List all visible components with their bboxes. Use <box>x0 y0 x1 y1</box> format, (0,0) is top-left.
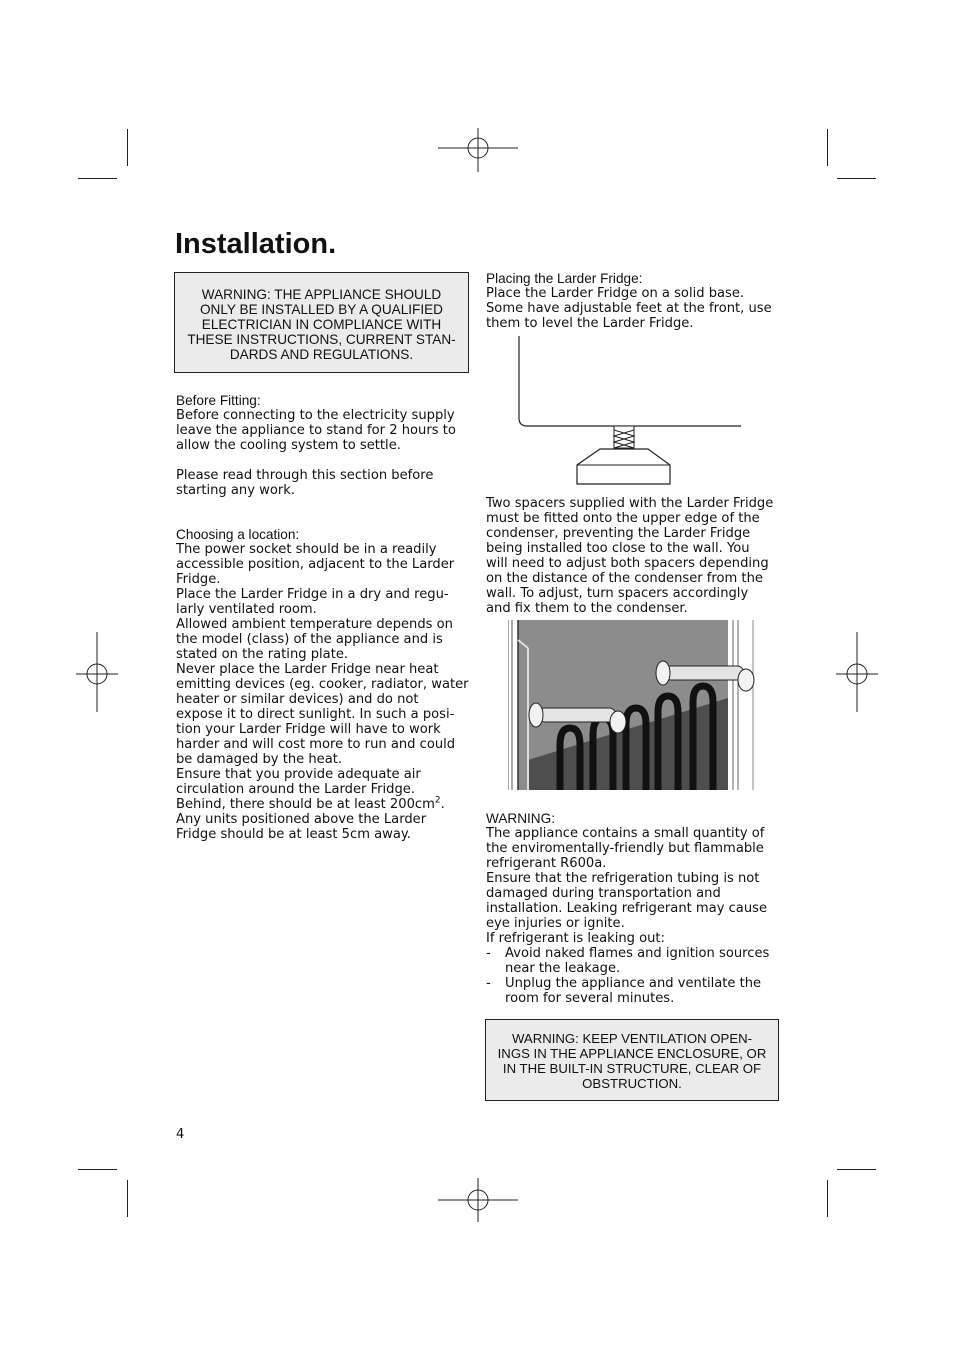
text-line: Fridge. <box>176 572 221 587</box>
behind-end: . <box>440 797 445 812</box>
behind-text: Behind, there should be at least 200cm <box>176 797 435 812</box>
warning-line: IN THE BUILT-IN STRUCTURE, CLEAR OF <box>502 1061 762 1076</box>
crop-mark <box>837 178 876 179</box>
text-line: Place the Larder Fridge on a solid base. <box>486 286 745 301</box>
spacers-section <box>486 496 786 616</box>
text-line: be damaged by the heat. <box>176 752 343 767</box>
bullet-dash: - <box>486 946 491 961</box>
text-line: accessible position, adjacent to the Larder <box>176 557 455 572</box>
text-line: Place the Larder Fridge in a dry and regu- <box>176 587 449 602</box>
crop-mark <box>127 129 128 166</box>
crop-mark <box>78 178 117 179</box>
text-line: The appliance contains a small quantity of <box>486 826 765 841</box>
text-line: tion your Larder Fridge will have to work <box>176 722 441 737</box>
page-number: 4 <box>176 1127 185 1142</box>
text-line: damaged during transportation and <box>486 886 721 901</box>
condenser-spacer-illustration <box>508 620 758 790</box>
text-line <box>176 797 471 812</box>
adjustable-foot-illustration <box>510 336 745 486</box>
text-line: the model (class) of the appliance and is <box>176 632 443 647</box>
text-line: heater or similar devices) and do not <box>176 692 419 707</box>
warning-line: WARNING: KEEP VENTILATION OPEN- <box>511 1031 753 1046</box>
text-line: being installed too close to the wall. You <box>486 541 750 556</box>
warning-heading: WARNING: <box>486 811 555 826</box>
text-line: Ensure that the refrigeration tubing is not <box>486 871 760 886</box>
bullet-item <box>486 946 786 976</box>
text-line: harder and will cost more to run and could <box>176 737 456 752</box>
text-line: room for several minutes. <box>505 991 675 1006</box>
registration-mark-left <box>76 632 118 712</box>
refrigerant-warning-section <box>486 811 786 1006</box>
warning-line: WARNING: THE APPLIANCE SHOULD <box>201 287 442 302</box>
text-line: leave the appliance to stand for 2 hours to <box>176 423 456 438</box>
crop-mark <box>837 1169 876 1170</box>
text-line: circulation around the Larder Fridge. <box>176 782 416 797</box>
text-line: The power socket should be in a readily <box>176 542 437 557</box>
registration-mark-top <box>438 128 518 172</box>
warning-line: INGS IN THE APPLIANCE ENCLOSURE, OR <box>497 1046 767 1061</box>
text-line: larly ventilated room. <box>176 602 317 617</box>
text-line: near the leakage. <box>505 961 621 976</box>
text-line: eye injuries or ignite. <box>486 916 625 931</box>
warning-line: THESE INSTRUCTIONS, CURRENT STAN- <box>187 332 456 347</box>
text-line: Fridge should be at least 5cm away. <box>176 827 411 842</box>
text-line: Ensure that you provide adequate air <box>176 767 421 782</box>
warning-line: ELECTRICIAN IN COMPLIANCE WITH <box>201 317 442 332</box>
text-line: wall. To adjust, turn spacers accordingly <box>486 586 749 601</box>
text-line: Any units positioned above the Larder <box>176 812 427 827</box>
text-line: installation. Leaking refrigerant may cause <box>486 901 767 916</box>
text-line: Avoid naked flames and ignition sources <box>505 946 770 961</box>
text-line: Some have adjustable feet at the front, use <box>486 301 772 316</box>
warning-line: DARDS AND REGULATIONS. <box>229 347 414 362</box>
text-line: Before connecting to the electricity supply <box>176 408 455 423</box>
crop-mark <box>827 1180 828 1217</box>
bullet-dash: - <box>486 976 491 991</box>
placing-heading: Placing the Larder Fridge: <box>486 271 643 286</box>
text-line: on the distance of the condenser from the <box>486 571 763 586</box>
text-line: Please read through this section before <box>176 468 434 483</box>
text-line: and fix them to the condenser. <box>486 601 688 616</box>
text-line: allow the cooling system to settle. <box>176 438 401 453</box>
crop-mark <box>827 129 828 166</box>
before-fitting-heading: Before Fitting: <box>176 393 261 408</box>
text-line: emitting devices (eg. cooker, radiator, water <box>176 677 469 692</box>
text-line: expose it to direct sunlight. In such a posi- <box>176 707 455 722</box>
text-line: Unplug the appliance and ventilate the <box>505 976 762 991</box>
text-line: the enviromentally-friendly but flammable <box>486 841 764 856</box>
registration-mark-right <box>836 632 878 712</box>
text-line: refrigerant R600a. <box>486 856 607 871</box>
text-line: Allowed ambient temperature depends on <box>176 617 453 632</box>
warning-box-installation <box>174 272 469 373</box>
text-line: them to level the Larder Fridge. <box>486 316 694 331</box>
page-title: Installation. <box>175 228 337 260</box>
left-column <box>176 393 471 842</box>
crop-mark <box>127 1180 128 1217</box>
text-line: condenser, preventing the Larder Fridge <box>486 526 751 541</box>
warning-box-ventilation <box>485 1019 779 1101</box>
text-line: If refrigerant is leaking out: <box>486 931 665 946</box>
warning-line: OBSTRUCTION. <box>582 1076 682 1091</box>
crop-mark <box>78 1169 117 1170</box>
text-line: will need to adjust both spacers depending <box>486 556 769 571</box>
superscript: 2 <box>434 795 441 806</box>
text-line: stated on the rating plate. <box>176 647 349 662</box>
warning-line: ONLY BE INSTALLED BY A QUALIFIED <box>199 302 444 317</box>
choosing-location-heading: Choosing a location: <box>176 527 300 542</box>
text-line: must be fitted onto the upper edge of the <box>486 511 760 526</box>
text-line: Never place the Larder Fridge near heat <box>176 662 439 677</box>
text-line: starting any work. <box>176 483 295 498</box>
bullet-item <box>486 976 786 1006</box>
registration-mark-bottom <box>438 1178 518 1222</box>
placing-section <box>486 271 786 331</box>
text-line: Two spacers supplied with the Larder Fridge <box>486 496 774 511</box>
